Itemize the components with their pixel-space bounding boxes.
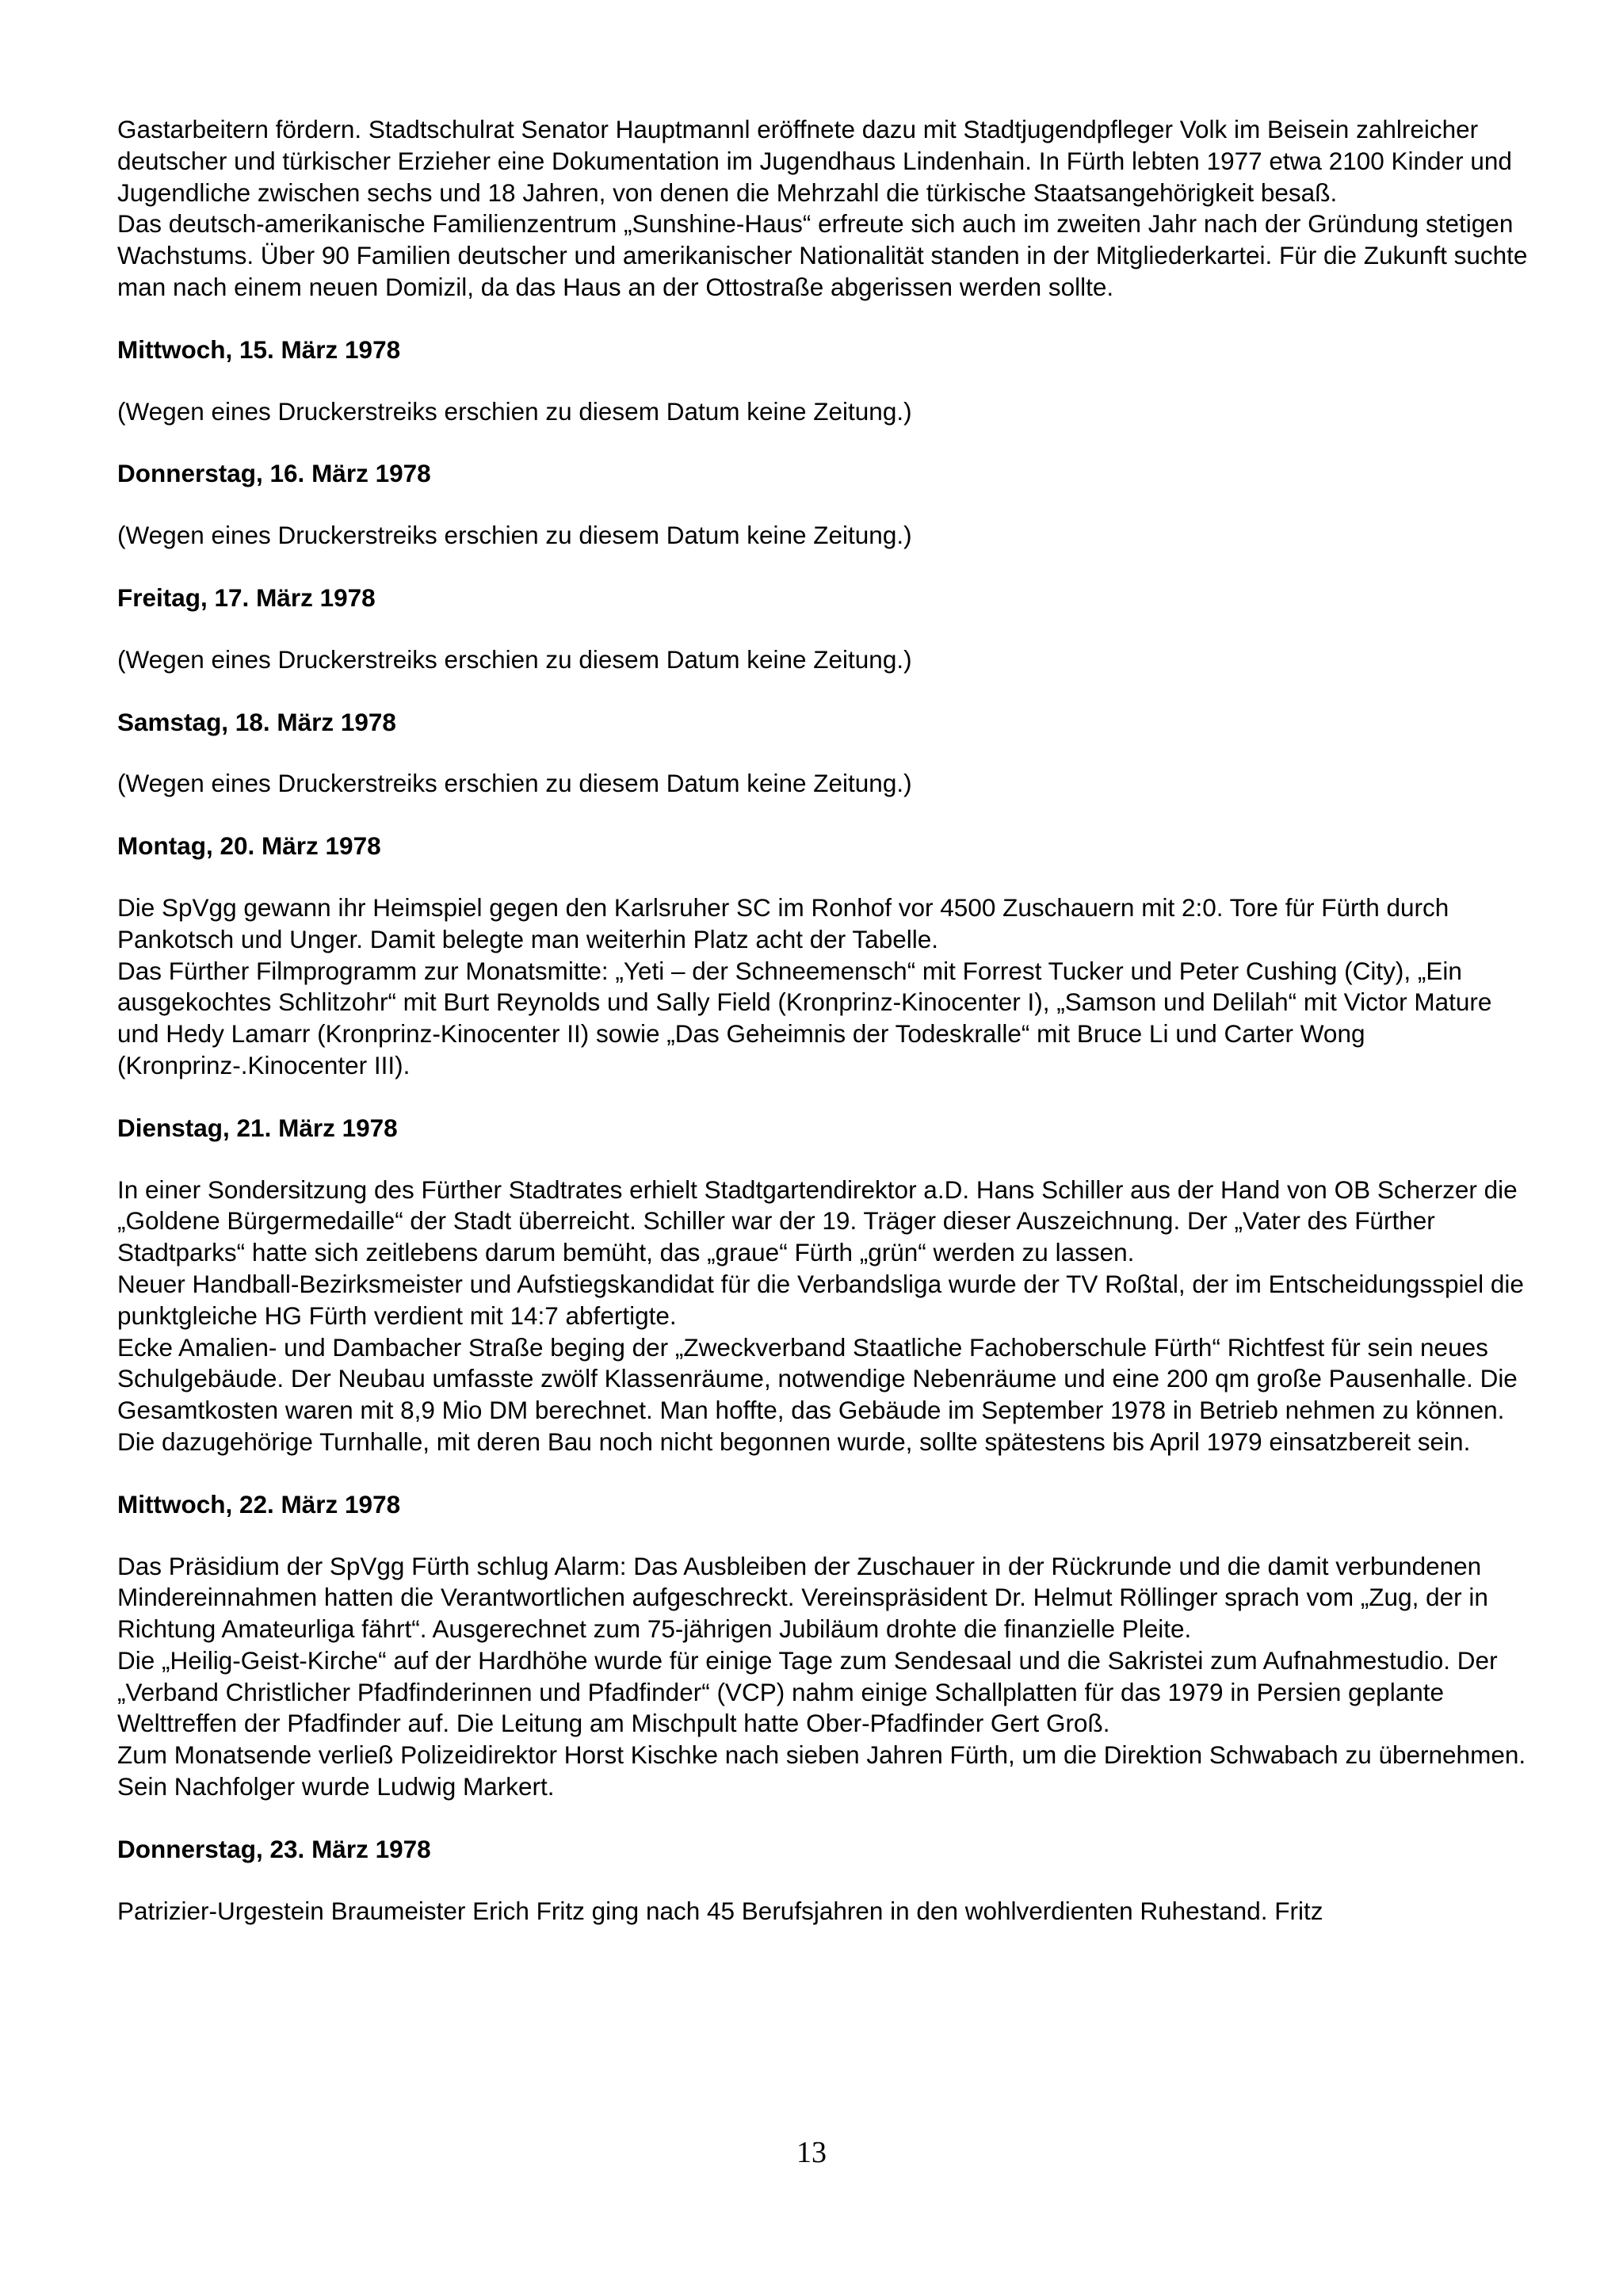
entry-date-heading: Dienstag, 21. März 1978 xyxy=(117,1113,398,1142)
entry-date-heading: Montag, 20. März 1978 xyxy=(117,831,381,861)
entry-paragraph: Die SpVgg gewann ihr Heimspiel gegen den Karlsruher SC im Ronhof vor 4500 Zuschauern mit 2:0. Tore für Fürth durch Pankotsch und Unger. Damit belegte man weiterhin Platz acht der Tabelle. xyxy=(117,892,1449,953)
intro-paragraph: Gastarbeitern fördern. Stadtschulrat Senator Hauptmannl eröffnete dazu mit Stadtjugendpfleger Volk im Beisein zahlreicher deutscher und türkischer Erzieher eine Dokumentation im Jugendhaus Lindenhain. In Fürth lebten 1977 etwa 2100 Kinder und Jugendliche zwischen sechs und 18 Jahren, von denen die Mehrzahl die türkische Staatsangehörigkeit besaß. xyxy=(117,115,1512,207)
entry-2025-03-15 xyxy=(117,334,1528,428)
entry-2025-03-17 xyxy=(117,583,1528,676)
entry-date-heading: Freitag, 17. März 1978 xyxy=(117,583,376,612)
entry-paragraph: Das Fürther Filmprogramm zur Monatsmitte: „Yeti – der Schneemensch“ mit Forrest Tucker und Peter Cushing (City), „Ein ausgekochtes Schlitzohr“ mit Burt Reynolds und Sally Field (Kronprinz-Kinocenter I), „Samson und Delilah“ mit Victor Mature und Hedy Lamarr (Kronprinz-Kinocenter II) sowie „Das Geheimnis der Todeskralle“ mit Bruce Li und Carter Wong (Kronprinz-.Kinocenter III). xyxy=(117,956,1492,1079)
entry-paragraph: (Wegen eines Druckerstreiks erschien zu diesem Datum keine Zeitung.) xyxy=(117,521,912,550)
entry-paragraph: In einer Sondersitzung des Fürther Stadtrates erhielt Stadtgartendirektor a.D. Hans Schiller aus der Hand von OB Scherzer die „Goldene Bürgermedaille“ der Stadt überreicht. Schiller war der 19. Träger dieser Auszeichnung. Der „Vater des Fürther Stadtparks“ hatte sich zeitlebens darum bemüht, das „graue“ Fürth „grün“ werden zu lassen. xyxy=(117,1175,1518,1267)
entry-paragraph: (Wegen eines Druckerstreiks erschien zu diesem Datum keine Zeitung.) xyxy=(117,644,912,674)
page-number: 13 xyxy=(796,2136,827,2169)
entry-date-heading: Samstag, 18. März 1978 xyxy=(117,707,396,736)
entry-date-heading: Donnerstag, 16. März 1978 xyxy=(117,459,431,488)
entry-paragraph: Zum Monatsende verließ Polizeidirektor Horst Kischke nach sieben Jahren Fürth, um die Direktion Schwabach zu übernehmen. Sein Nachfolger wurde Ludwig Markert. xyxy=(117,1740,1526,1801)
entry-2025-03-16 xyxy=(117,458,1528,552)
intro-section xyxy=(117,114,1528,304)
entry-paragraph: (Wegen eines Druckerstreiks erschien zu diesem Datum keine Zeitung.) xyxy=(117,396,912,426)
entry-date-heading: Mittwoch, 22. März 1978 xyxy=(117,1489,401,1519)
entry-paragraph: Die „Heilig-Geist-Kirche“ auf der Hardhöhe wurde für einige Tage zum Sendesaal und die Sakristei zum Aufnahmestudio. Der „Verband Christlicher Pfadfinderinnen und Pfadfinder“ (VCP) nahm einige Schallplatten für das 1979 in Persien geplante Welttreffen der Pfadfinder auf. Die Leitung am Mischpult hatte Ober-Pfadfinder Gert Groß. xyxy=(117,1645,1498,1738)
document-body xyxy=(117,114,1528,1958)
entry-2025-03-22 xyxy=(117,1489,1528,1803)
intro-paragraph: Das deutsch-amerikanische Familienzentrum „Sunshine-Haus“ erfreute sich auch im zweiten Jahr nach der Gründung stetigen Wachstums. Über 90 Familien deutscher und amerikanischer Nationalität standen in der Mitgliederkartei. Für die Zukunft suchte man nach einem neuen Domizil, da das Haus an der Ottostraße abgerissen werden sollte. xyxy=(117,209,1528,301)
entry-2025-03-20 xyxy=(117,831,1528,1082)
entry-date-heading: Mittwoch, 15. März 1978 xyxy=(117,334,401,364)
entry-paragraph: Patrizier-Urgestein Braumeister Erich Fritz ging nach 45 Berufsjahren in den wohlverdienten Ruhestand. Fritz xyxy=(117,1896,1323,1925)
entry-paragraph: Das Präsidium der SpVgg Fürth schlug Alarm: Das Ausbleiben der Zuschauer in der Rückrunde und die damit verbundenen Mindereinnahmen hatten die Verantwortlichen aufgeschreckt. Vereinspräsident Dr. Helmut Röllinger sprach vom „Zug, der in Richtung Amateurliga fährt“. Ausgerechnet zum 75-jährigen Jubiläum drohte die finanzielle Pleite. xyxy=(117,1551,1488,1644)
entry-paragraph: (Wegen eines Druckerstreiks erschien zu diesem Datum keine Zeitung.) xyxy=(117,769,912,798)
entry-date-heading: Donnerstag, 23. März 1978 xyxy=(117,1834,431,1863)
entry-2025-03-23 xyxy=(117,1834,1528,1927)
entry-paragraph: Neuer Handball-Bezirksmeister und Aufstiegskandidat für die Verbandsliga wurde der TV Roßtal, der im Entscheidungsspiel die punktgleiche HG Fürth verdient mit 14:7 abfertigte. xyxy=(117,1269,1524,1330)
entry-2025-03-21 xyxy=(117,1113,1528,1458)
entry-paragraph: Ecke Amalien- und Dambacher Straße beging der „Zweckverband Staatliche Fachoberschule Fürth“ Richtfest für sein neues Schulgebäude. Der Neubau umfasste zwölf Klassenräume, notwendige Nebenräume und eine 200 qm große Pausenhalle. Die Gesamtkosten waren mit 8,9 Mio DM berechnet. Man hoffte, das Gebäude im September 1978 in Betrieb nehmen zu können. Die dazugehörige Turnhalle, mit deren Bau noch nicht begonnen wurde, sollte spätestens bis April 1979 einsatzbereit sein. xyxy=(117,1332,1518,1456)
entry-2025-03-18 xyxy=(117,707,1528,800)
